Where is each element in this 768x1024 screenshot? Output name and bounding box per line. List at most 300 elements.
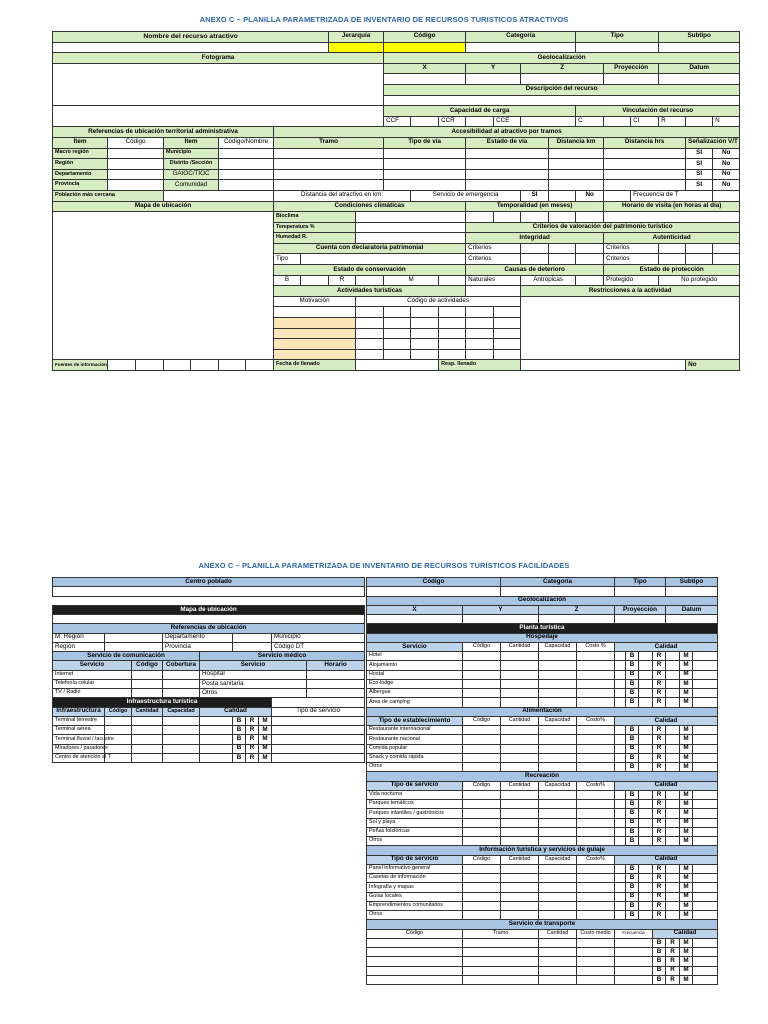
calidad-r[interactable]: R bbox=[653, 735, 666, 744]
service-value-field[interactable] bbox=[463, 818, 501, 827]
act-cell[interactable] bbox=[439, 349, 466, 360]
service-value-field[interactable] bbox=[463, 800, 501, 809]
mapa-area[interactable] bbox=[53, 212, 274, 360]
check-field[interactable] bbox=[693, 864, 718, 873]
geo-z-field[interactable] bbox=[521, 74, 604, 85]
check-field[interactable] bbox=[666, 735, 680, 744]
check-field[interactable] bbox=[666, 818, 680, 827]
med-cell[interactable] bbox=[307, 689, 365, 698]
calidad-b[interactable]: B bbox=[626, 726, 639, 735]
ccr-field[interactable] bbox=[466, 116, 494, 127]
service-value-field[interactable] bbox=[501, 744, 539, 753]
calidad-m[interactable]: M bbox=[680, 864, 693, 873]
calidad-r[interactable]: R bbox=[653, 670, 666, 679]
geo-cell[interactable] bbox=[615, 615, 666, 624]
calidad-r[interactable]: R bbox=[653, 726, 666, 735]
calidad-b[interactable]: B bbox=[626, 670, 639, 679]
service-value-field[interactable] bbox=[501, 827, 539, 836]
service-value-field[interactable] bbox=[577, 661, 615, 670]
act-cell[interactable] bbox=[439, 339, 466, 350]
acc-cell[interactable] bbox=[384, 159, 466, 170]
check-field[interactable] bbox=[639, 837, 653, 846]
service-value-field[interactable] bbox=[577, 763, 615, 772]
acc-cell[interactable] bbox=[549, 148, 604, 159]
criterio-cell[interactable] bbox=[521, 254, 549, 265]
calidad-m[interactable]: M bbox=[259, 753, 272, 762]
service-value-field[interactable] bbox=[539, 735, 577, 744]
check-field[interactable] bbox=[639, 809, 653, 818]
service-value-field[interactable] bbox=[539, 874, 577, 883]
calidad-b[interactable]: B bbox=[626, 689, 639, 698]
calidad-m[interactable]: M bbox=[680, 689, 693, 698]
calidad-m[interactable]: M bbox=[680, 753, 693, 762]
subtipo-field-2[interactable] bbox=[666, 587, 718, 596]
act-cell[interactable] bbox=[384, 328, 411, 339]
check-field[interactable] bbox=[666, 800, 680, 809]
calidad-r[interactable]: R bbox=[653, 661, 666, 670]
service-value-field[interactable] bbox=[463, 901, 501, 910]
motivacion-cell[interactable] bbox=[274, 318, 356, 329]
conservacion-r-field[interactable] bbox=[356, 275, 384, 286]
criterio-cell[interactable] bbox=[521, 243, 549, 254]
service-value-field[interactable] bbox=[539, 911, 577, 920]
humedad-field[interactable] bbox=[356, 233, 466, 244]
calidad-m[interactable]: M bbox=[680, 763, 693, 772]
act-cell[interactable] bbox=[411, 339, 439, 350]
service-value-field[interactable] bbox=[463, 911, 501, 920]
service-value-field[interactable] bbox=[463, 726, 501, 735]
calidad-b[interactable]: B bbox=[626, 735, 639, 744]
trans-cell[interactable] bbox=[539, 975, 577, 984]
trans-cell[interactable] bbox=[367, 948, 463, 957]
calidad-m[interactable]: M bbox=[680, 809, 693, 818]
causas-field[interactable] bbox=[576, 275, 604, 286]
service-value-field[interactable] bbox=[463, 892, 501, 901]
service-value-field[interactable] bbox=[577, 800, 615, 809]
infra-cell[interactable] bbox=[200, 744, 233, 753]
criterio-cell[interactable] bbox=[659, 243, 686, 254]
check-field[interactable] bbox=[666, 661, 680, 670]
calidad-m[interactable]: M bbox=[680, 652, 693, 661]
calidad-m[interactable]: M bbox=[680, 726, 693, 735]
calidad-r[interactable]: R bbox=[246, 716, 259, 725]
service-value-field[interactable] bbox=[539, 827, 577, 836]
act-cell[interactable] bbox=[466, 339, 494, 350]
check-field[interactable] bbox=[639, 661, 653, 670]
check-field[interactable] bbox=[639, 800, 653, 809]
service-value-field[interactable] bbox=[463, 763, 501, 772]
service-value-field[interactable] bbox=[501, 800, 539, 809]
descripcion-area[interactable] bbox=[384, 95, 740, 106]
service-value-field[interactable] bbox=[501, 726, 539, 735]
check-field[interactable] bbox=[666, 911, 680, 920]
check-field[interactable] bbox=[666, 679, 680, 688]
act-cell[interactable] bbox=[356, 328, 384, 339]
service-value-field[interactable] bbox=[577, 809, 615, 818]
service-value-field[interactable] bbox=[577, 735, 615, 744]
tipo-field-2[interactable] bbox=[615, 587, 666, 596]
trans-cell[interactable] bbox=[577, 948, 615, 957]
check-field[interactable] bbox=[666, 874, 680, 883]
infra-cell[interactable] bbox=[105, 716, 132, 725]
calidad-r[interactable]: R bbox=[653, 652, 666, 661]
centro-field[interactable] bbox=[53, 587, 365, 596]
calidad-r[interactable]: R bbox=[653, 800, 666, 809]
check-field[interactable] bbox=[639, 670, 653, 679]
trans-cell[interactable] bbox=[272, 753, 365, 762]
service-value-field[interactable] bbox=[577, 864, 615, 873]
trans-cell[interactable] bbox=[272, 716, 365, 725]
geo-datum-field[interactable] bbox=[659, 74, 740, 85]
service-value-field[interactable] bbox=[539, 892, 577, 901]
service-value-field[interactable] bbox=[577, 679, 615, 688]
check-field[interactable] bbox=[639, 744, 653, 753]
check-field[interactable] bbox=[693, 744, 718, 753]
fecha-field[interactable] bbox=[356, 360, 439, 371]
service-value-field[interactable] bbox=[501, 901, 539, 910]
check-field[interactable] bbox=[666, 744, 680, 753]
calidad-m[interactable]: M bbox=[680, 901, 693, 910]
check-field[interactable] bbox=[666, 753, 680, 762]
act-cell[interactable] bbox=[356, 318, 384, 329]
check-field[interactable] bbox=[693, 679, 718, 688]
service-value-field[interactable] bbox=[577, 753, 615, 762]
service-value-field[interactable] bbox=[539, 901, 577, 910]
criterio-cell[interactable] bbox=[686, 254, 713, 265]
act-cell[interactable] bbox=[384, 339, 411, 350]
com-cell[interactable] bbox=[132, 670, 163, 679]
acc-cell[interactable] bbox=[549, 180, 604, 191]
conservacion-b-field[interactable] bbox=[301, 275, 329, 286]
service-value-field[interactable] bbox=[501, 735, 539, 744]
calidad-r[interactable]: R bbox=[666, 966, 680, 975]
ccf-field[interactable] bbox=[411, 116, 439, 127]
service-value-field[interactable] bbox=[539, 726, 577, 735]
trans-cell[interactable] bbox=[463, 957, 539, 966]
calidad-b[interactable]: B bbox=[233, 726, 246, 735]
calidad-r[interactable]: R bbox=[653, 901, 666, 910]
calidad-m[interactable]: M bbox=[259, 726, 272, 735]
bioclima-field[interactable] bbox=[356, 212, 466, 223]
calidad-r[interactable]: R bbox=[246, 726, 259, 735]
infra-cell[interactable] bbox=[163, 744, 200, 753]
act-cell[interactable] bbox=[356, 349, 384, 360]
act-cell[interactable] bbox=[411, 307, 439, 318]
act-cell[interactable] bbox=[466, 349, 494, 360]
calidad-r[interactable]: R bbox=[246, 735, 259, 744]
check-field[interactable] bbox=[639, 874, 653, 883]
act-cell[interactable] bbox=[411, 349, 439, 360]
acc-cell[interactable] bbox=[604, 159, 686, 170]
service-value-field[interactable] bbox=[577, 726, 615, 735]
calidad-r[interactable]: R bbox=[653, 753, 666, 762]
service-value-field[interactable] bbox=[539, 689, 577, 698]
calidad-r[interactable]: R bbox=[653, 883, 666, 892]
check-field[interactable] bbox=[639, 911, 653, 920]
calidad-b[interactable]: B bbox=[626, 790, 639, 799]
calidad-b[interactable]: B bbox=[626, 661, 639, 670]
check-field[interactable] bbox=[666, 763, 680, 772]
check-field[interactable] bbox=[666, 892, 680, 901]
trans-cell[interactable] bbox=[577, 966, 615, 975]
acc-cell[interactable] bbox=[604, 180, 686, 191]
calidad-b[interactable]: B bbox=[653, 938, 666, 947]
check-field[interactable] bbox=[693, 726, 718, 735]
act-cell[interactable] bbox=[466, 318, 494, 329]
criterio-cell[interactable] bbox=[576, 254, 604, 265]
service-value-field[interactable] bbox=[577, 652, 615, 661]
check-field[interactable] bbox=[693, 763, 718, 772]
service-value-field[interactable] bbox=[577, 744, 615, 753]
calidad-b[interactable]: B bbox=[626, 883, 639, 892]
check-field[interactable] bbox=[639, 652, 653, 661]
ref-field[interactable] bbox=[108, 148, 164, 159]
calidad-b[interactable]: B bbox=[626, 753, 639, 762]
service-value-field[interactable] bbox=[539, 883, 577, 892]
check-field[interactable] bbox=[693, 901, 718, 910]
calidad-r[interactable]: R bbox=[653, 827, 666, 836]
act-cell[interactable] bbox=[384, 307, 411, 318]
fuente-cell[interactable] bbox=[219, 360, 246, 371]
service-value-field[interactable] bbox=[501, 689, 539, 698]
service-value-field[interactable] bbox=[501, 892, 539, 901]
calidad-b[interactable]: B bbox=[626, 892, 639, 901]
trans-cell[interactable] bbox=[367, 975, 463, 984]
categoria-field-2[interactable] bbox=[501, 587, 615, 596]
criterio-cell[interactable] bbox=[549, 254, 576, 265]
service-value-field[interactable] bbox=[463, 864, 501, 873]
check-field[interactable] bbox=[693, 911, 718, 920]
calidad-b[interactable]: B bbox=[233, 744, 246, 753]
trans-cell[interactable] bbox=[615, 938, 653, 947]
check-field[interactable] bbox=[639, 763, 653, 772]
mes-cell[interactable] bbox=[521, 212, 549, 223]
fuente-cell[interactable] bbox=[246, 360, 274, 371]
act-cell[interactable] bbox=[384, 318, 411, 329]
calidad-m[interactable]: M bbox=[680, 827, 693, 836]
calidad-m[interactable]: M bbox=[680, 938, 693, 947]
act-cell[interactable] bbox=[494, 318, 521, 329]
acc-cell[interactable] bbox=[466, 148, 549, 159]
check-field[interactable] bbox=[666, 827, 680, 836]
calidad-r[interactable]: R bbox=[666, 948, 680, 957]
calidad-m[interactable]: M bbox=[680, 661, 693, 670]
com-cell[interactable] bbox=[132, 689, 163, 698]
trans-cell[interactable] bbox=[367, 966, 463, 975]
check-field[interactable] bbox=[693, 652, 718, 661]
check-field[interactable] bbox=[639, 818, 653, 827]
ref-field[interactable] bbox=[219, 159, 274, 170]
fuente-cell[interactable] bbox=[191, 360, 219, 371]
calidad-r[interactable]: R bbox=[653, 892, 666, 901]
tipo-declaratoria-field[interactable] bbox=[301, 254, 466, 265]
check-field[interactable] bbox=[639, 827, 653, 836]
ref-field[interactable] bbox=[105, 642, 163, 651]
calidad-b[interactable]: B bbox=[626, 837, 639, 846]
check-field[interactable] bbox=[693, 966, 718, 975]
calidad-m[interactable]: M bbox=[259, 735, 272, 744]
calidad-m[interactable]: M bbox=[680, 744, 693, 753]
service-value-field[interactable] bbox=[501, 679, 539, 688]
check-field[interactable] bbox=[639, 864, 653, 873]
calidad-m[interactable]: M bbox=[680, 883, 693, 892]
service-value-field[interactable] bbox=[539, 763, 577, 772]
calidad-r[interactable]: R bbox=[653, 698, 666, 707]
check-field[interactable] bbox=[639, 901, 653, 910]
check-field[interactable] bbox=[666, 670, 680, 679]
geo-cell[interactable] bbox=[539, 615, 615, 624]
restricciones-area[interactable] bbox=[521, 296, 740, 360]
trans-cell[interactable] bbox=[615, 966, 653, 975]
acc-cell[interactable] bbox=[274, 148, 384, 159]
fotograma-area[interactable] bbox=[53, 63, 384, 105]
trans-cell[interactable] bbox=[367, 938, 463, 947]
service-value-field[interactable] bbox=[501, 661, 539, 670]
trans-cell[interactable] bbox=[272, 744, 365, 753]
fuente-cell[interactable] bbox=[164, 360, 191, 371]
service-value-field[interactable] bbox=[463, 735, 501, 744]
frecuencia-field[interactable] bbox=[713, 190, 740, 201]
service-value-field[interactable] bbox=[501, 753, 539, 762]
check-field[interactable] bbox=[693, 753, 718, 762]
acc-cell[interactable] bbox=[384, 148, 466, 159]
check-field[interactable] bbox=[693, 670, 718, 679]
fuente-cell[interactable] bbox=[108, 360, 136, 371]
ref-field[interactable] bbox=[108, 169, 164, 180]
calidad-b[interactable]: B bbox=[626, 864, 639, 873]
calidad-r[interactable]: R bbox=[653, 763, 666, 772]
check-field[interactable] bbox=[666, 809, 680, 818]
calidad-b[interactable]: B bbox=[626, 901, 639, 910]
check-field[interactable] bbox=[693, 661, 718, 670]
calidad-r[interactable]: R bbox=[653, 809, 666, 818]
check-field[interactable] bbox=[639, 883, 653, 892]
calidad-m[interactable]: M bbox=[680, 966, 693, 975]
geo-x-field[interactable] bbox=[384, 74, 466, 85]
mes-cell[interactable] bbox=[494, 212, 521, 223]
service-value-field[interactable] bbox=[577, 689, 615, 698]
categoria-field[interactable] bbox=[466, 42, 576, 53]
ref-field[interactable] bbox=[219, 180, 274, 191]
service-value-field[interactable] bbox=[539, 652, 577, 661]
service-value-field[interactable] bbox=[501, 790, 539, 799]
cce-field[interactable] bbox=[521, 116, 576, 127]
geo-y-field[interactable] bbox=[466, 74, 521, 85]
act-cell[interactable] bbox=[356, 307, 384, 318]
check-field[interactable] bbox=[639, 790, 653, 799]
criterio-cell[interactable] bbox=[686, 243, 713, 254]
calidad-b[interactable]: B bbox=[626, 763, 639, 772]
calidad-r[interactable]: R bbox=[653, 689, 666, 698]
calidad-r[interactable]: R bbox=[653, 679, 666, 688]
act-cell[interactable] bbox=[439, 307, 466, 318]
acc-cell[interactable] bbox=[466, 180, 549, 191]
calidad-r[interactable]: R bbox=[246, 744, 259, 753]
calidad-m[interactable]: M bbox=[680, 790, 693, 799]
service-value-field[interactable] bbox=[463, 689, 501, 698]
calidad-b[interactable]: B bbox=[233, 735, 246, 744]
calidad-m[interactable]: M bbox=[680, 735, 693, 744]
resp-field[interactable] bbox=[521, 360, 686, 371]
mes-cell[interactable] bbox=[466, 212, 494, 223]
infra-cell[interactable] bbox=[200, 753, 233, 762]
acc-cell[interactable] bbox=[604, 148, 686, 159]
service-value-field[interactable] bbox=[501, 911, 539, 920]
calidad-m[interactable]: M bbox=[680, 800, 693, 809]
criterio-cell[interactable] bbox=[659, 254, 686, 265]
trans-cell[interactable] bbox=[463, 938, 539, 947]
mapa-area-2[interactable] bbox=[53, 615, 365, 624]
calidad-r[interactable]: R bbox=[666, 957, 680, 966]
criterio-cell[interactable] bbox=[549, 243, 576, 254]
check-field[interactable] bbox=[666, 698, 680, 707]
service-value-field[interactable] bbox=[463, 837, 501, 846]
act-cell[interactable] bbox=[494, 349, 521, 360]
service-value-field[interactable] bbox=[501, 809, 539, 818]
motivacion-cell[interactable] bbox=[274, 349, 356, 360]
service-value-field[interactable] bbox=[501, 874, 539, 883]
conservacion-m-field[interactable] bbox=[439, 275, 466, 286]
calidad-m[interactable]: M bbox=[680, 975, 693, 984]
act-cell[interactable] bbox=[411, 318, 439, 329]
service-value-field[interactable] bbox=[577, 901, 615, 910]
calidad-b[interactable]: B bbox=[233, 753, 246, 762]
acc-cell[interactable] bbox=[466, 169, 549, 180]
service-value-field[interactable] bbox=[577, 837, 615, 846]
service-value-field[interactable] bbox=[501, 698, 539, 707]
check-field[interactable] bbox=[693, 790, 718, 799]
trans-cell[interactable] bbox=[272, 735, 365, 744]
trans-cell[interactable] bbox=[539, 938, 577, 947]
criterio-cell[interactable] bbox=[713, 254, 740, 265]
check-field[interactable] bbox=[639, 689, 653, 698]
calidad-b[interactable]: B bbox=[626, 911, 639, 920]
infra-cell[interactable] bbox=[105, 744, 132, 753]
poblacion-field[interactable] bbox=[164, 190, 274, 201]
trans-cell[interactable] bbox=[463, 948, 539, 957]
trans-cell[interactable] bbox=[577, 938, 615, 947]
service-value-field[interactable] bbox=[577, 698, 615, 707]
check-field[interactable] bbox=[666, 652, 680, 661]
check-field[interactable] bbox=[639, 679, 653, 688]
ref-field[interactable] bbox=[219, 148, 274, 159]
calidad-r[interactable]: R bbox=[666, 975, 680, 984]
service-value-field[interactable] bbox=[463, 670, 501, 679]
service-value-field[interactable] bbox=[463, 652, 501, 661]
acc-cell[interactable] bbox=[384, 180, 466, 191]
service-value-field[interactable] bbox=[539, 837, 577, 846]
ref-field[interactable] bbox=[233, 642, 272, 651]
acc-cell[interactable] bbox=[604, 169, 686, 180]
calidad-m[interactable]: M bbox=[680, 957, 693, 966]
com-cell[interactable] bbox=[163, 689, 200, 698]
calidad-m[interactable]: M bbox=[680, 948, 693, 957]
infra-cell[interactable] bbox=[132, 726, 163, 735]
check-field[interactable] bbox=[693, 689, 718, 698]
service-value-field[interactable] bbox=[577, 827, 615, 836]
codigo-field[interactable] bbox=[384, 42, 466, 53]
service-value-field[interactable] bbox=[577, 874, 615, 883]
acc-cell[interactable] bbox=[384, 169, 466, 180]
geo-proyeccion-field[interactable] bbox=[604, 74, 659, 85]
geo-cell[interactable] bbox=[666, 615, 718, 624]
calidad-b[interactable]: B bbox=[626, 679, 639, 688]
calidad-m[interactable]: M bbox=[680, 911, 693, 920]
horario-field[interactable] bbox=[604, 212, 740, 223]
acc-cell[interactable] bbox=[549, 169, 604, 180]
infra-cell[interactable] bbox=[200, 735, 233, 744]
geo-cell[interactable] bbox=[463, 615, 539, 624]
